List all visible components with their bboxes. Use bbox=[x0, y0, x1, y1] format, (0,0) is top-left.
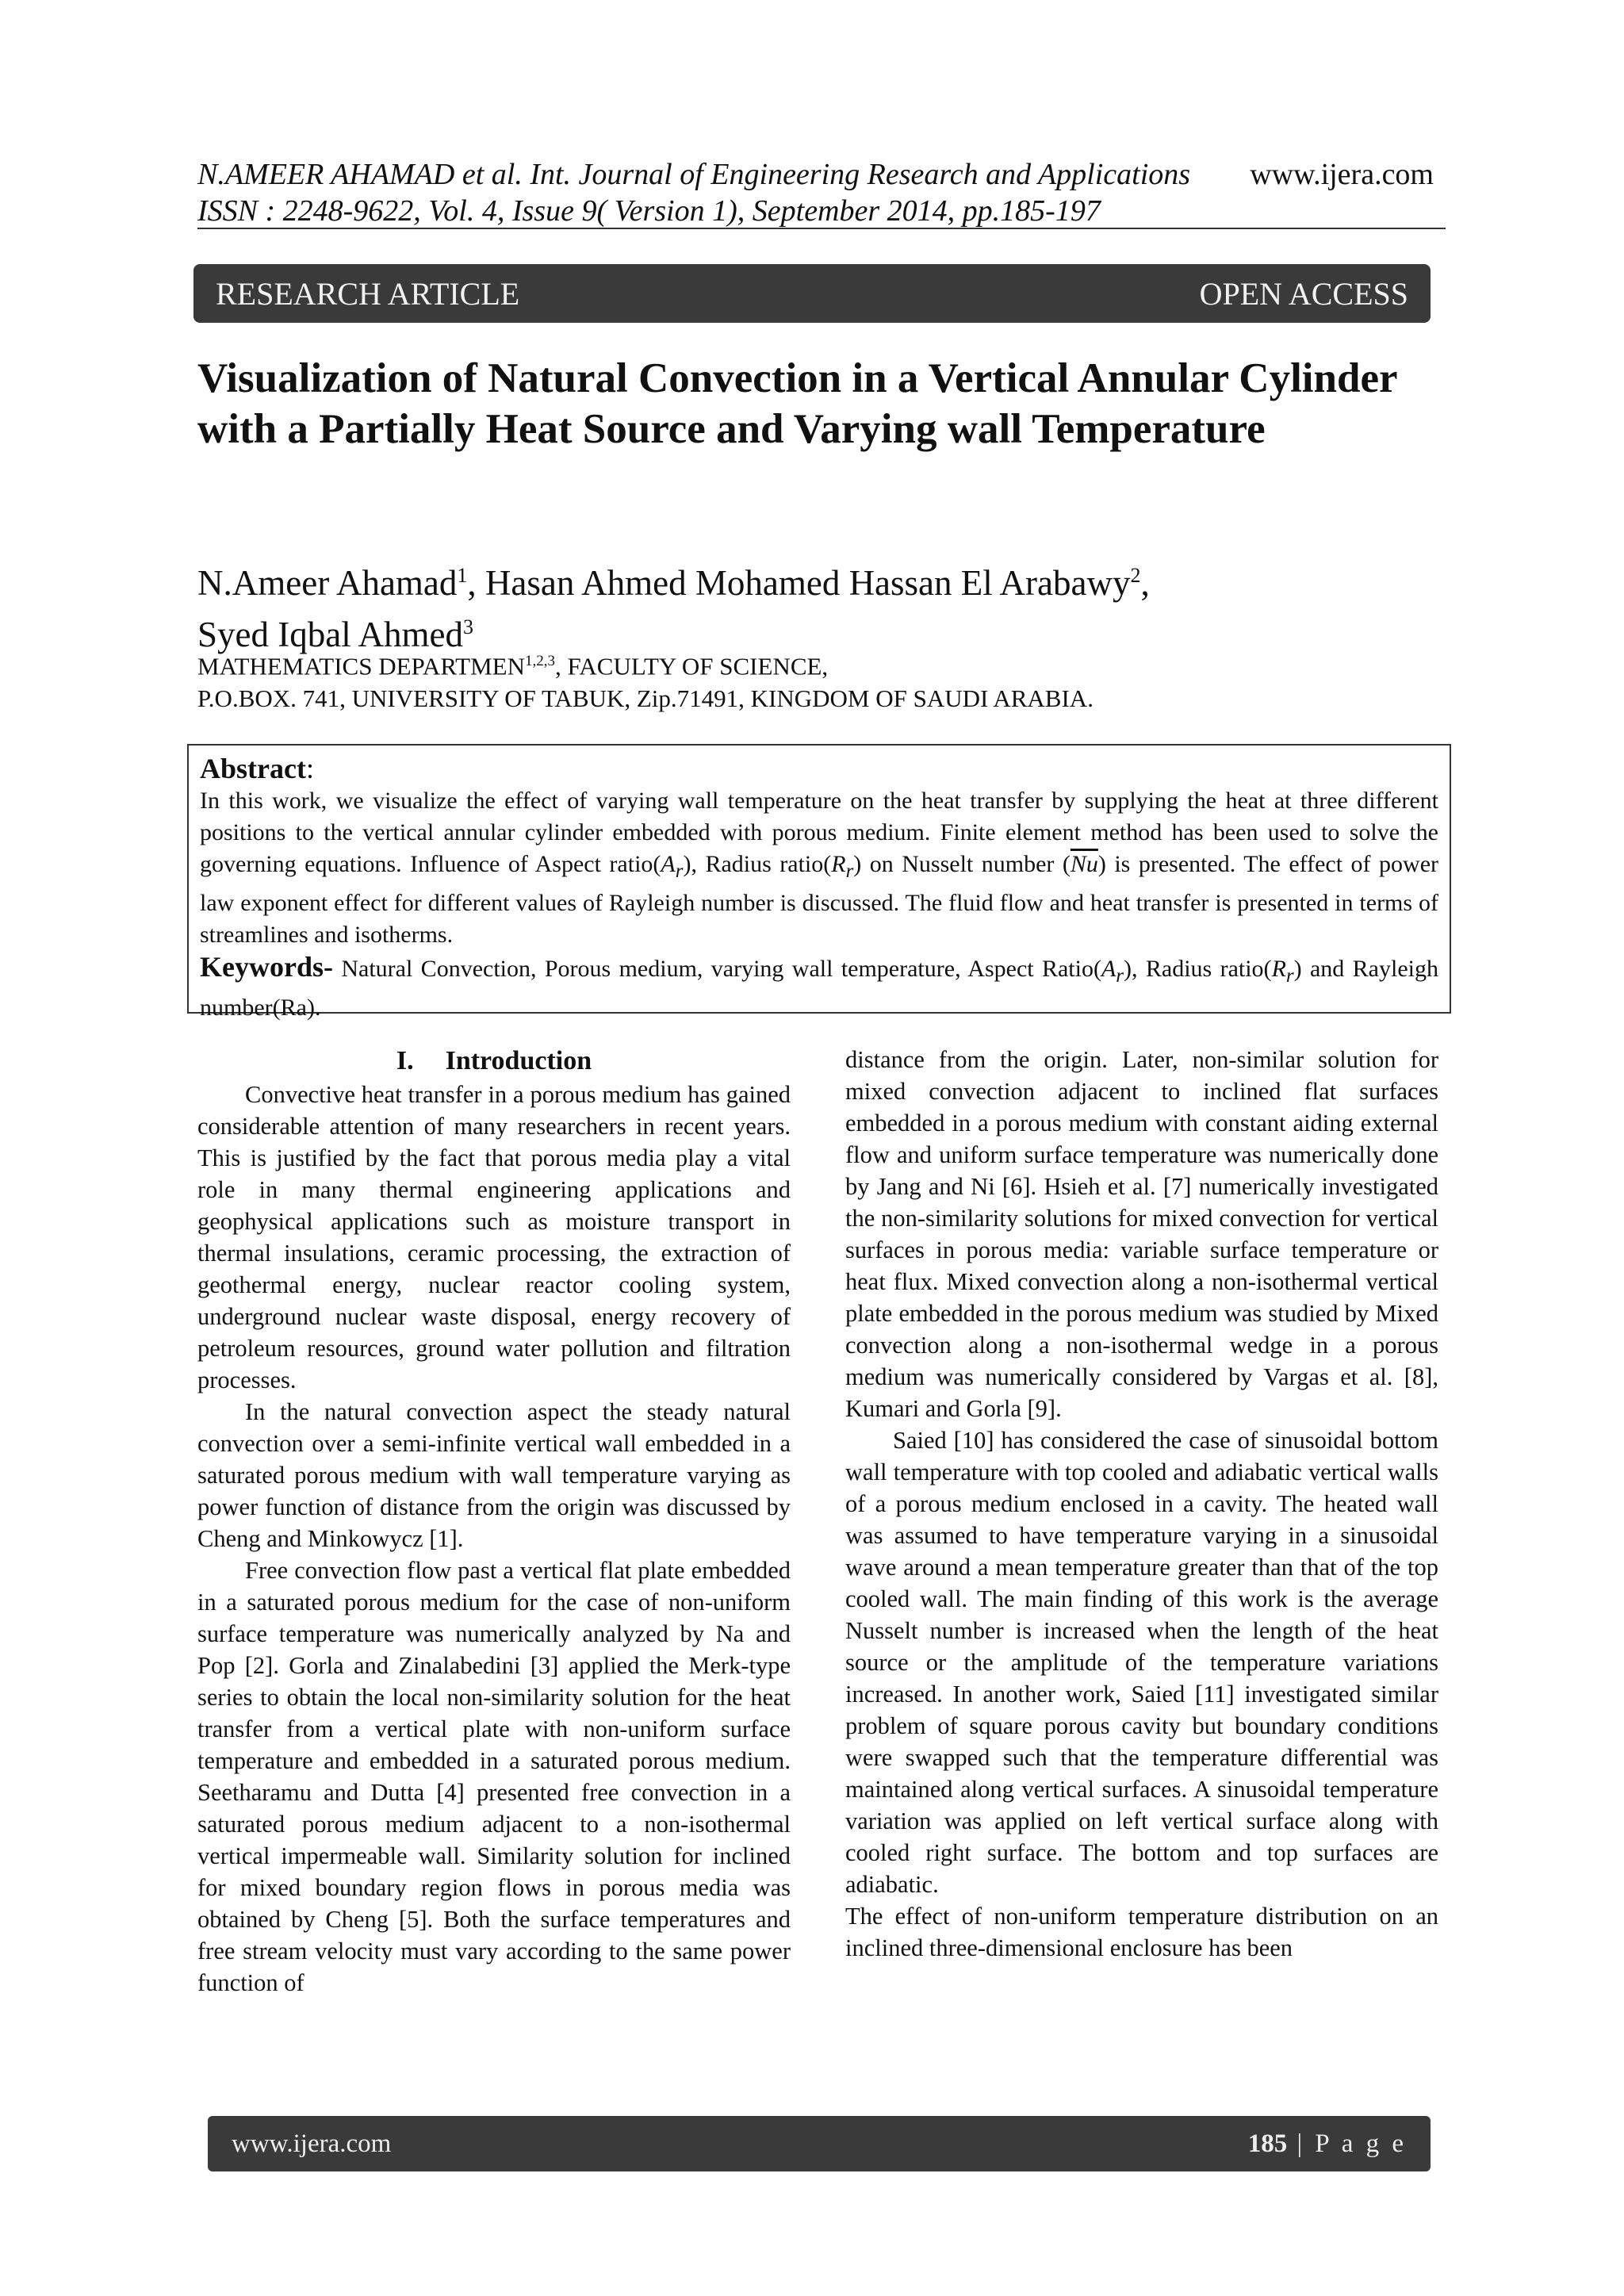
abstract-heading-text: Abstract bbox=[200, 753, 306, 784]
author-3-affil: 3 bbox=[462, 615, 473, 638]
abstract-colon: : bbox=[305, 753, 314, 784]
abstract-heading bbox=[200, 752, 1438, 785]
left-column bbox=[197, 1044, 791, 1999]
author-separator: , bbox=[1140, 563, 1150, 603]
keywords-label: Keywords- bbox=[200, 951, 333, 983]
math-R: R bbox=[1271, 956, 1286, 982]
author-2-affil: 2 bbox=[1130, 564, 1141, 587]
section-heading bbox=[197, 1044, 791, 1079]
math-R: R bbox=[831, 851, 846, 877]
math-A: A bbox=[661, 851, 676, 877]
keywords-part-2: ), Radius ratio( bbox=[1124, 956, 1272, 982]
author-2: , Hasan Ahmed Mohamed Hassan El Arabawy bbox=[467, 563, 1131, 603]
page-footer bbox=[208, 2116, 1431, 2171]
math-sub-r: r bbox=[1285, 965, 1294, 987]
page-indicator bbox=[1248, 2129, 1407, 2159]
paper-title: Visualization of Natural Convection in a Vertical Annular Cylinder with a Partially Heat Source and Varying wall Temperature bbox=[197, 355, 1397, 452]
section-title: Introduction bbox=[445, 1046, 592, 1075]
paragraph: Saied [10] has considered the case of sinusoidal bottom wall temperature with top cooled and adiabatic vertical walls of a porous medium enclosed in a cavity. The heated wall was assumed to have temperature varying in a sinusoidal wave around a mean temperature greater than that of the top cooled wall. The main finding of this work is the average Nusselt number is increased when the length of the heat source or the amplitude of the temperature variations increased. In another work, Saied [11] investigated similar problem of square porous cavity but boundary conditions were swapped such that the temperature differential was maintained along vertical surfaces. A sinusoidal temperature variation was applied on left vertical surface along with cooled right surface. The bottom and top surfaces are adiabatic. bbox=[845, 1427, 1438, 1898]
article-type-banner bbox=[193, 264, 1431, 323]
footer-website[interactable]: www.ijera.com bbox=[232, 2129, 392, 2158]
right-column bbox=[845, 1044, 1438, 1964]
journal-line: N.AMEER AHAMAD et al. Int. Journal of Engineering Research and Applications bbox=[197, 158, 1191, 191]
paragraph: In the natural convection aspect the steady natural convection over a semi-infinite vertical wall embedded in a saturated porous medium with wall temperature varying as power function of distance from the origin was discussed by Cheng and Minkowycz [1]. bbox=[197, 1398, 791, 1552]
affiliation-faculty: , FACULTY OF SCIENCE, bbox=[554, 652, 829, 680]
abstract-part-2: ), Radius ratio( bbox=[683, 851, 832, 877]
keywords-part-3: ) and Rayleigh number(Ra). bbox=[200, 956, 1438, 1021]
author-3: Syed Iqbal Ahmed bbox=[197, 615, 463, 654]
author-1-affil: 1 bbox=[457, 564, 468, 587]
affiliation-address: P.O.BOX. 741, UNIVERSITY OF TABUK, Zip.71491, KINGDOM OF SAUDI ARABIA. bbox=[197, 684, 1094, 713]
abstract-box bbox=[187, 744, 1451, 1021]
research-article-label: RESEARCH ARTICLE bbox=[216, 275, 520, 312]
issn-line: ISSN : 2248-9622, Vol. 4, Issue 9( Version 1), September 2014, pp.185-197 bbox=[197, 194, 1101, 228]
header-website[interactable]: www.ijera.com bbox=[1250, 158, 1434, 191]
paragraph: The effect of non-uniform temperature distribution on an inclined three-dimensional enclosure has been bbox=[845, 1903, 1438, 1961]
page-number: 185 bbox=[1247, 2129, 1288, 2158]
section-number: I. bbox=[396, 1046, 414, 1075]
affiliation-sup: 1,2,3 bbox=[524, 653, 555, 669]
paragraph: Free convection flow past a vertical flat plate embedded in a saturated porous medium for the case of non-uniform surface temperature was numerically analyzed by Na and Pop [2]. Gorla and Zinalabedini [3] applied the Merk-type series to obtain the local non-similarity solution for the heat transfer from a vertical plate with non-uniform surface temperature and embedded in a saturated porous medium. Seetharamu and Dutta [4] presented free convection in a saturated porous medium adjacent to a non-isothermal vertical impermeable wall. Similarity solution for inclined for mixed boundary region flows in porous media was obtained by Cheng [5]. Both the surface temperatures and free stream velocity must vary according to the same power function of bbox=[197, 1557, 791, 1996]
author-list bbox=[197, 554, 1150, 657]
open-access-label: OPEN ACCESS bbox=[1199, 275, 1408, 312]
keywords bbox=[200, 951, 1438, 1024]
paragraph: distance from the origin. Later, non-similar solution for mixed convection adjacent to inclined flat surfaces embedded in a porous medium with constant aiding external flow and uniform surface temperature was numerically done by Jang and Ni [6]. Hsieh et al. [7] numerically investigated the non-similarity solutions for mixed convection for vertical surfaces in porous media: variable surface temperature or heat flux. Mixed convection along a non-isothermal vertical plate embedded in the porous medium was studied by Mixed convection along a non-isothermal wedge in a porous medium was numerically considered by Vargas et al. [8], Kumari and Gorla [9]. bbox=[845, 1046, 1438, 1422]
abstract-text bbox=[200, 785, 1438, 951]
running-header bbox=[197, 156, 1190, 229]
math-Nu-bar: $\overline{Nu}$ bbox=[1070, 851, 1098, 877]
header-divider bbox=[197, 228, 1446, 229]
paragraph: Convective heat transfer in a porous medium has gained considerable attention of many researchers in recent years. This is justified by the fact that porous media play a vital role in many thermal engineering applications and geophysical applications such as moisture transport in thermal insulations, ceramic processing, the extraction of geothermal energy, nuclear reactor cooling system, underground nuclear waste disposal, energy recovery of petroleum resources, ground water pollution and filtration processes. bbox=[197, 1081, 791, 1393]
page-label: | P a g e bbox=[1287, 2129, 1407, 2158]
keywords-part-1: Natural Convection, Porous medium, varying wall temperature, Aspect Ratio( bbox=[332, 956, 1101, 982]
math-sub-r: r bbox=[1116, 965, 1124, 987]
affiliation-dept: MATHEMATICS DEPARTMEN bbox=[197, 652, 525, 680]
affiliation bbox=[197, 645, 1094, 715]
abstract-part-3: ) on Nusselt number ( bbox=[853, 851, 1071, 877]
math-sub-r: r bbox=[845, 861, 854, 882]
math-sub-r: r bbox=[675, 861, 684, 882]
author-1: N.Ameer Ahamad bbox=[197, 563, 458, 603]
math-A: A bbox=[1101, 956, 1116, 982]
abstract-part-1: In this work, we visualize the effect of varying wall temperature on the heat transfer by supplying the heat at three different positions to the vertical annular cylinder embedded with porous medium. Finite element method has been used to solve the governing equations. Influence of Aspect ratio( bbox=[200, 788, 1438, 877]
abstract-part-4: ) is presented. The effect of power law exponent effect for different values of Rayleigh number is discussed. The fluid flow and heat transfer is presented in terms of streamlines and isotherms. bbox=[200, 851, 1439, 948]
